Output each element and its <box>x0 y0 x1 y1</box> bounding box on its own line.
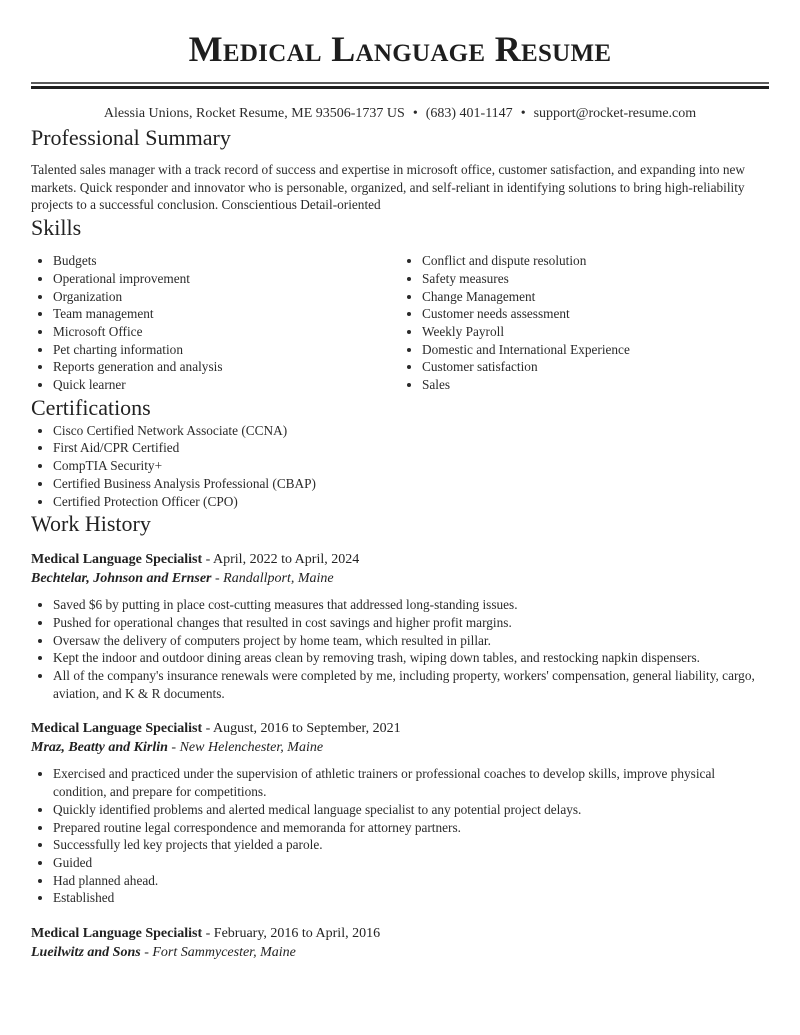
job-company: Bechtelar, Johnson and Ernser <box>31 571 212 587</box>
job-bullet: • Successfully led key projects that yielded a parole. <box>53 836 769 854</box>
job-bullet: • Prepared routine legal correspondence and memoranda for attorney partners. <box>53 819 769 837</box>
contact-phone: (683) 401-1147 <box>425 106 513 121</box>
skill-item: • Weekly Payroll <box>422 323 769 341</box>
skill-item: • Budgets <box>53 252 400 270</box>
resume-title: Medical Language Resume <box>188 29 612 69</box>
section-heading-summary: Professional Summary <box>31 125 231 150</box>
job-bullet: • Exercised and practiced under the supervision of athletic trainers or professional coaches to develop skills, improve physical condition, and prepare for competitions. <box>53 765 769 800</box>
certification-item: • Certified Business Analysis Professional (CBAP) <box>53 475 769 493</box>
divider-thick-line <box>31 86 769 89</box>
skill-item: • Pet charting information <box>53 341 400 359</box>
job-bullet: • Had planned ahead. <box>53 872 769 890</box>
job-bullet: • All of the company's insurance renewals were completed by me, including property, workers' compensation, general liability, cargo, aviation, and K & R documents. <box>53 667 769 702</box>
skill-item: • Quick learner <box>53 376 400 394</box>
contact-email: support@rocket-resume.com <box>533 106 697 121</box>
job-bullet: • Pushed for operational changes that resulted in cost savings and higher profit margins. <box>53 614 769 632</box>
job-bullet: • Kept the indoor and outdoor dining areas clean by removing trash, wiping down tables, and restocking napkin dispensers. <box>53 649 769 667</box>
skills-section <box>31 214 769 394</box>
skills-columns <box>31 252 769 394</box>
job-role: Medical Language Specialist <box>31 552 203 568</box>
certifications-section <box>31 394 769 511</box>
job-bullet: • Guided <box>53 854 769 872</box>
job-company: Lueilwitz and Sons <box>31 945 141 961</box>
certifications-list <box>31 422 769 511</box>
job-company: Mraz, Beatty and Kirlin <box>31 740 168 756</box>
section-heading-skills: Skills <box>31 215 82 241</box>
job-role: Medical Language Specialist <box>31 926 203 942</box>
skill-item: • Conflict and dispute resolution <box>422 252 769 270</box>
job-bullet: • Quickly identified problems and alerted medical language specialist to any potential project delays. <box>53 801 769 819</box>
skills-list-right <box>400 252 769 394</box>
skill-item: • Sales <box>422 376 769 394</box>
contact-address: Alessia Unions, Rocket Resume, ME 93506-1737 US <box>103 106 405 121</box>
skill-item: • Domestic and International Experience <box>422 341 769 359</box>
job-location: - Randallport, Maine <box>211 571 334 587</box>
skill-item: • Reports generation and analysis <box>53 358 400 376</box>
divider-thin-line <box>31 82 769 84</box>
skill-item: • Safety measures <box>422 270 769 288</box>
job-title-line <box>31 924 769 943</box>
certification-item: • Certified Protection Officer (CPO) <box>53 493 769 511</box>
job-dates: - April, 2022 to April, 2024 <box>202 552 360 568</box>
job-company-line <box>31 738 769 757</box>
skill-item: • Customer satisfaction <box>422 358 769 376</box>
skill-item: • Team management <box>53 305 400 323</box>
job-location: - New Helenchester, Maine <box>167 740 324 756</box>
certification-item: • CompTIA Security+ <box>53 457 769 475</box>
job-bullet: • Oversaw the delivery of computers project by home team, which resulted in pillar. <box>53 632 769 650</box>
skill-item: • Change Management <box>422 288 769 306</box>
job-role: Medical Language Specialist <box>31 721 203 737</box>
skill-item: • Organization <box>53 288 400 306</box>
job-bullet: • Established <box>53 889 769 907</box>
summary-text: Talented sales manager with a track record of success and expertise in microsoft office, customer satisfaction, and expanding into new markets. Quick responder and innovator who is personable, organized, and self-reliant in identifying solutions to bring high-reliability projects to a successful conclusion. Conscientious Detail-oriented <box>31 162 746 213</box>
job-dates: - August, 2016 to September, 2021 <box>202 721 401 737</box>
job-company-line <box>31 943 769 962</box>
job-bullet: • Saved $6 by putting in place cost-cutting measures that addressed long-standing issues. <box>53 596 769 614</box>
summary-section <box>31 124 769 214</box>
job-dates: - February, 2016 to April, 2016 <box>202 926 381 942</box>
job-title-line <box>31 550 769 569</box>
skills-list-left <box>31 252 400 394</box>
certification-item: • Cisco Certified Network Associate (CCNA) <box>53 422 769 440</box>
contact-line <box>31 104 769 124</box>
bullet-separator: • <box>412 106 418 121</box>
certification-item: • First Aid/CPR Certified <box>53 439 769 457</box>
job-entry <box>31 550 769 702</box>
job-bullets <box>31 765 769 907</box>
title-divider <box>31 82 769 89</box>
work-history-section <box>31 510 769 962</box>
skill-item: • Customer needs assessment <box>422 305 769 323</box>
section-heading-certifications: Certifications <box>31 394 151 420</box>
job-bullets <box>31 596 769 702</box>
bullet-separator: • <box>520 106 526 121</box>
job-location: - Fort Sammycester, Maine <box>140 945 296 961</box>
job-entry <box>31 924 769 962</box>
skill-item: • Microsoft Office <box>53 323 400 341</box>
section-heading-work-history: Work History <box>31 511 151 537</box>
job-company-line <box>31 569 769 588</box>
job-entry <box>31 719 769 907</box>
skill-item: • Operational improvement <box>53 270 400 288</box>
job-title-line <box>31 719 769 738</box>
